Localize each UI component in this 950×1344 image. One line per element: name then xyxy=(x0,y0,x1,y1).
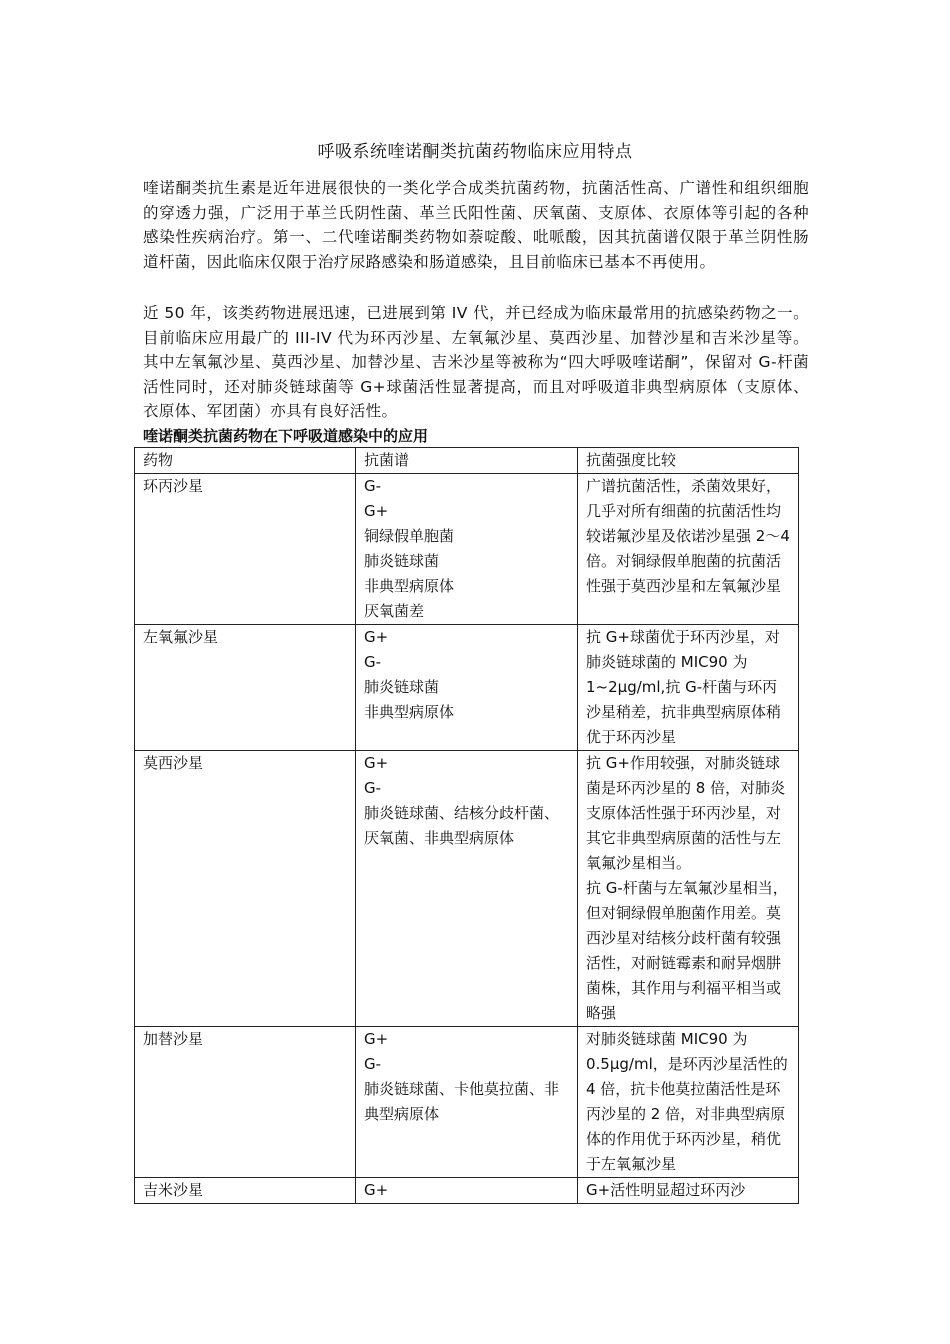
strength-cell xyxy=(578,751,799,1027)
spectrum-item: 肺炎链球菌 xyxy=(364,552,440,570)
table-row xyxy=(135,1027,799,1178)
spectrum-item: G+ xyxy=(364,502,389,520)
spectrum-item: 厌氧菌差 xyxy=(364,602,425,620)
spectrum-cell xyxy=(356,474,578,625)
quinolone-table xyxy=(134,447,799,1204)
intro-paragraph: 喹诺酮类抗生素是近年进展很快的一类化学合成类抗菌药物，抗菌活性高、广谱性和组织细胞的穿透力强，广泛用于革兰氏阴性菌、革兰氏阳性菌、厌氧菌、支原体、衣原体等引起的各种感染性疾病治疗。第一、二代喹诺酮类药物如萘啶酸、吡哌酸，因其抗菌谱仅限于革兰阴性肠道杆菌，因此临床仅限于治疗尿路感染和肠道感染，且目前临床已基本不再使用。 xyxy=(143,179,809,271)
drug-name: 左氧氟沙星 xyxy=(135,625,356,751)
spectrum-item: 铜绿假单胞菌 xyxy=(364,527,455,545)
spectrum-item: G+ xyxy=(364,754,389,772)
strength-cell: G+活性明显超过环丙沙 xyxy=(578,1178,799,1204)
spectrum-item: G+ xyxy=(364,1181,389,1199)
table-row xyxy=(135,625,799,751)
spectrum-item: 非典型病原体 xyxy=(364,577,455,595)
strength-cell: 对肺炎链球菌 MIC90 为 0.5μg/ml，是环丙沙星活性的 4 倍，抗卡他莫拉菌活性是环丙沙星的 2 倍，对非典型病原体的作用优于环丙沙星，稍优于左氧氟沙星 xyxy=(578,1027,799,1178)
development-paragraph: 近 50 年，该类药物进展迅速，已进展到第 IV 代，并已经成为临床最常用的抗感染药物之一。目前临床应用最广的 III-IV 代为环丙沙星、左氧氟沙星、莫西沙星、加替沙星和吉米沙星等。其中左氧氟沙星、莫西沙星、加替沙星、吉米沙星等被称为“四大呼吸喹诺酮”，保留对 G-杆菌活性同时，还对肺炎链球菌等 G+球菌活性显著提高，而且对呼吸道非典型病原体（支原体、衣原体、军团菌）亦具有良好活性。 xyxy=(143,304,809,420)
spectrum-item: G+ xyxy=(364,628,389,646)
page-title: 呼吸系统喹诺酮类抗菌药物临床应用特点 xyxy=(317,142,633,162)
spectrum-item: 肺炎链球菌、结核分歧杆菌、厌氧菌、非典型病原体 xyxy=(364,804,560,847)
drug-name: 莫西沙星 xyxy=(135,751,356,1027)
header-strength: 抗菌强度比较 xyxy=(578,448,799,474)
table-row xyxy=(135,1178,799,1204)
spectrum-cell xyxy=(356,1027,578,1178)
table-caption: 喹诺酮类抗菌药物在下呼吸道感染中的应用 xyxy=(143,427,429,445)
spectrum-item: G- xyxy=(364,653,382,671)
strength-cell: 广谱抗菌活性，杀菌效果好，几乎对所有细菌的抗菌活性均较诺氟沙星及依诺沙星强 2～4 倍。对铜绿假单胞菌的抗菌活性强于莫西沙星和左氧氟沙星 xyxy=(578,474,799,625)
strength-text-extra: 抗 G-杆菌与左氧氟沙星相当，但对铜绿假单胞菌作用差。莫西沙星对结核分歧杆菌有较强活性，对耐链霉素和耐异烟肼菌株，其作用与利福平相当或略强 xyxy=(586,879,788,1022)
spectrum-cell xyxy=(356,625,578,751)
spectrum-item: G- xyxy=(364,477,382,495)
drug-name: 吉米沙星 xyxy=(135,1178,356,1204)
drug-name: 加替沙星 xyxy=(135,1027,356,1178)
spectrum-item: 肺炎链球菌 xyxy=(364,678,440,696)
spectrum-item: 非典型病原体 xyxy=(364,703,455,721)
strength-text: 抗 G+作用较强，对肺炎链球菌是环丙沙星的 8 倍，对肺炎支原体活性强于环丙沙星，对其它非典型病原菌的活性与左氧氟沙星相当。 xyxy=(586,754,786,872)
table-header-row xyxy=(135,448,799,474)
spectrum-item: G- xyxy=(364,779,382,797)
drug-name: 环丙沙星 xyxy=(135,474,356,625)
header-spectrum: 抗菌谱 xyxy=(356,448,578,474)
spectrum-cell xyxy=(356,751,578,1027)
spectrum-item: G+ xyxy=(364,1030,389,1048)
strength-cell: 抗 G+球菌优于环丙沙星，对肺炎链球菌的 MIC90 为 1~2μg/ml,抗 G-杆菌与环丙沙星稍差，抗非典型病原体稍优于环丙沙星 xyxy=(578,625,799,751)
spectrum-item: G- xyxy=(364,1055,382,1073)
spectrum-cell xyxy=(356,1178,578,1204)
table-row xyxy=(135,474,799,625)
header-drug: 药物 xyxy=(135,448,356,474)
table-row xyxy=(135,751,799,1027)
spectrum-item: 肺炎链球菌、卡他莫拉菌、非典型病原体 xyxy=(364,1080,560,1123)
